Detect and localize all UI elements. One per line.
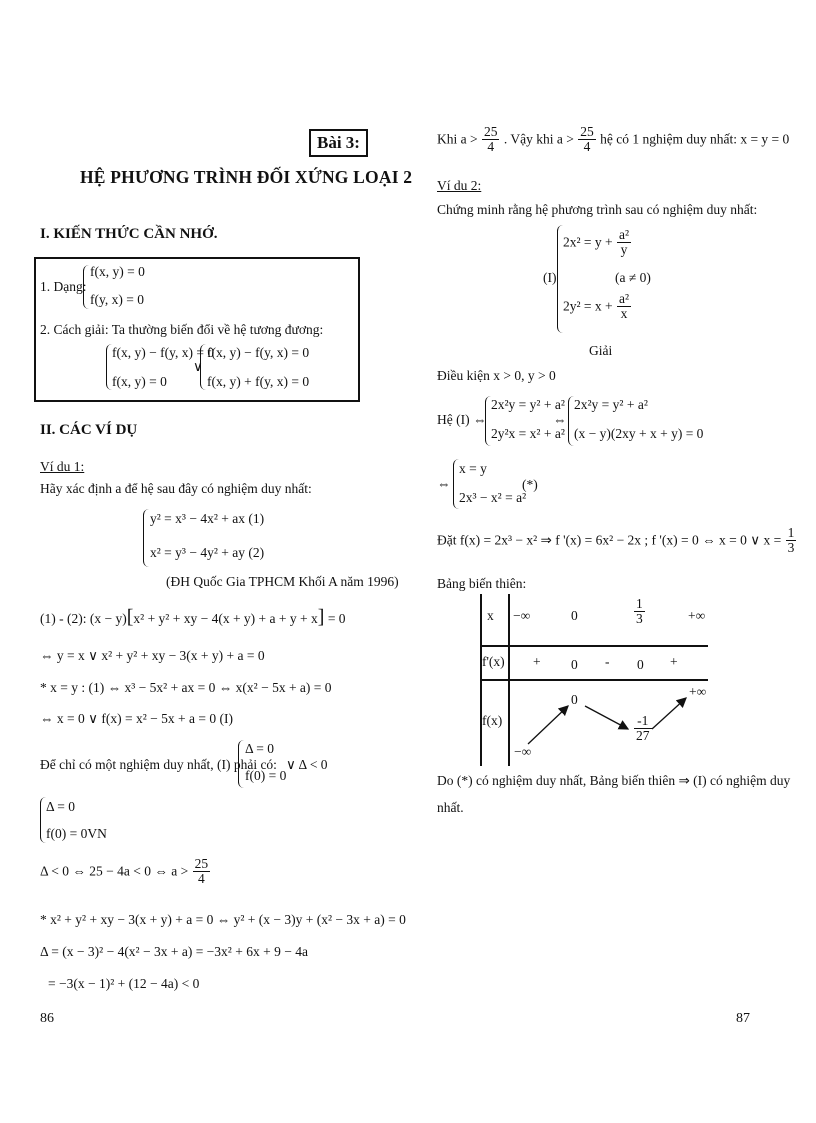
table-fp-minus: - [605, 654, 610, 669]
table-fp-plus-2: + [670, 654, 678, 669]
dang-eq1: f(x, y) = 0 [90, 264, 145, 279]
system-eq1: y² = x³ − 4x² + ax (1) [150, 511, 265, 526]
he-s2-eq2: (x − y)(2xy + x + y) = 0 [574, 426, 704, 441]
line-6-eq2: f(0) = 0VN [46, 826, 107, 841]
line-4: ⇔ x = 0 ∨ f(x) = x² − 5x + a = 0 (I) [40, 711, 233, 726]
source-note: (ĐH Quốc Gia TPHCM Khối A năm 1996) [166, 574, 399, 589]
table-f-label: f(x) [482, 713, 503, 728]
table-x-neg-inf: −∞ [513, 608, 531, 623]
numerator: a² [619, 291, 630, 306]
sysI-eq2-lhs: 2y² = x + [563, 298, 613, 314]
table-x-label: x [487, 608, 494, 623]
denominator: 4 [198, 871, 205, 887]
line-5-eq1: Δ = 0 [245, 741, 275, 756]
table-fp-plus-1: + [533, 654, 541, 669]
r1-a: Khi a > [437, 131, 478, 147]
table-x-zero: 0 [571, 608, 578, 623]
conclusion-line-1: Do (*) có nghiệm duy nhất, Bảng biến thiên ⇒ (I) có nghiệm duy [437, 773, 791, 788]
conclusion-line-2: nhất. [437, 800, 464, 815]
line-10: = −3(x − 1)² + (12 − 4a) < 0 [48, 976, 200, 991]
line-8: * x² + y² + xy − 3(x + y) + a = 0 ⇔ y² + (x − 3)y + (x² − 3x + a) = 0 [40, 912, 406, 927]
line-7-a: Δ < 0 ⇔ 25 − 4a < 0 ⇔ a > [40, 863, 189, 879]
system-I-condition: (a ≠ 0) [615, 270, 651, 285]
denominator: 27 [636, 728, 650, 744]
section-heading-1: I. KIẾN THỨC CẦN NHỚ. [40, 226, 218, 242]
line-1-a: (1) - (2): (x − y) [40, 611, 127, 626]
line-5: Để chỉ có một nghiệm duy nhất, (I) phải có: [40, 757, 277, 772]
he-s1-eq1: 2x²y = y² + a² [491, 397, 565, 412]
or-symbol: ∨ [193, 359, 203, 374]
cach-giai: 2. Cách giải: Ta thường biến đổi về hệ tương đương: [40, 322, 324, 337]
denominator: x [620, 306, 628, 322]
sys1-eq2: f(x, y) = 0 [112, 374, 167, 389]
page-number-left: 86 [40, 1011, 54, 1026]
solution-label: Giải [589, 343, 613, 358]
table-f-neg-inf: −∞ [514, 744, 532, 759]
table-fp-zero-1: 0 [571, 657, 578, 672]
sys2-eq2: f(x, y) + f(y, x) = 0 [207, 374, 310, 389]
denominator: 4 [487, 139, 495, 155]
denominator: y [620, 242, 628, 258]
line-5-eq2: f(0) = 0 [245, 768, 287, 783]
line-1-c: = 0 [324, 611, 346, 626]
numerator: -1 [634, 714, 652, 729]
numerator: 25 [483, 124, 498, 139]
variation-table-label: Bảng biến thiên: [437, 576, 527, 591]
numerator: 1 [636, 596, 643, 611]
line-9: Δ = (x − 3)² − 4(x² − 3x + a) = −3x² + 6x + 9 − 4a [40, 944, 308, 959]
sys1-eq1: f(x, y) − f(y, x) = 0 [112, 345, 215, 360]
he-s1-eq2: 2y²x = x² + a² [491, 426, 565, 441]
example-1-prompt: Hãy xác định a để hệ sau đây có nghiệm duy nhất: [40, 481, 312, 496]
bracket: ] [317, 606, 325, 628]
numerator: 25 [194, 856, 209, 871]
he-s2-eq1: 2x²y = y² + a² [574, 397, 648, 412]
r1-c: hệ có 1 nghiệm duy nhất: x = y = 0 [600, 131, 790, 147]
equiv-arrow: ⇔ [553, 412, 567, 427]
denominator: 3 [787, 540, 795, 556]
sysI-eq1-lhs: 2x² = y + [563, 234, 613, 250]
eq-s-eq1: x = y [459, 461, 487, 476]
table-fp-zero-2: 0 [637, 657, 644, 672]
dang-eq2: f(y, x) = 0 [90, 292, 144, 307]
arrow-down [585, 706, 628, 729]
system-I-label: (I) [543, 270, 557, 285]
sys2-eq1: f(x, y) − f(y, x) = 0 [207, 345, 310, 360]
table-x-pos-inf: +∞ [688, 608, 706, 623]
table-f-zero: 0 [571, 692, 578, 707]
dat-text: Đặt f(x) = 2x³ − x² ⇒ f '(x) = 6x² − 2x ; f '(x) = 0 ⇔ x = 0 ∨ x = [437, 532, 782, 548]
numerator: a² [619, 227, 630, 242]
numerator: 25 [580, 124, 594, 139]
arrow-up-1 [528, 706, 568, 744]
equiv-arrow-2: ⇔ [437, 476, 451, 491]
denominator: 4 [583, 139, 591, 155]
example-2-label: Ví du 2: [437, 178, 482, 193]
line-5-or: ∨ Δ < 0 [286, 757, 328, 772]
numerator: 1 [787, 525, 795, 540]
condition-line: Điều kiện x > 0, y > 0 [437, 368, 556, 383]
table-f-pos-inf: +∞ [689, 684, 707, 699]
line-3: * x = y : (1) ⇔ x³ − 5x² + ax = 0 ⇔ x(x² − 5x + a) = 0 [40, 680, 332, 695]
r1-b: . Vậy khi a > [503, 131, 574, 147]
line-2: ⇔ y = x ∨ x² + y² + xy − 3(x + y) + a = 0 [40, 648, 265, 663]
page-title: HỆ PHƯƠNG TRÌNH ĐỐI XỨNG LOẠI 2 [80, 167, 413, 187]
star-label: (*) [522, 477, 538, 492]
dang-label: 1. Dạng: [40, 279, 87, 294]
he-label: Hệ (I) ⇔ [437, 412, 487, 427]
line-1-b: x² + y² + xy − 4(x + y) + a + y + x [133, 611, 318, 626]
example-2-prompt: Chứng minh rằng hệ phương trình sau có nghiệm duy nhất: [437, 202, 758, 217]
table-fp-label: f'(x) [482, 654, 505, 669]
section-heading-2: II. CÁC VÍ DỤ [40, 422, 138, 438]
example-1-label: Ví du 1: [40, 459, 85, 474]
eq-s-eq2: 2x³ − x² = a² [459, 490, 527, 505]
line-6-eq1: Δ = 0 [46, 799, 76, 814]
system-eq2: x² = y³ − 4y² + ay (2) [150, 545, 265, 560]
arrow-up-2 [652, 698, 686, 729]
denominator: 3 [636, 611, 643, 627]
lesson-label: Bài 3: [309, 129, 368, 157]
page-number-right: 87 [736, 1011, 750, 1026]
bracket: [ [126, 606, 134, 628]
